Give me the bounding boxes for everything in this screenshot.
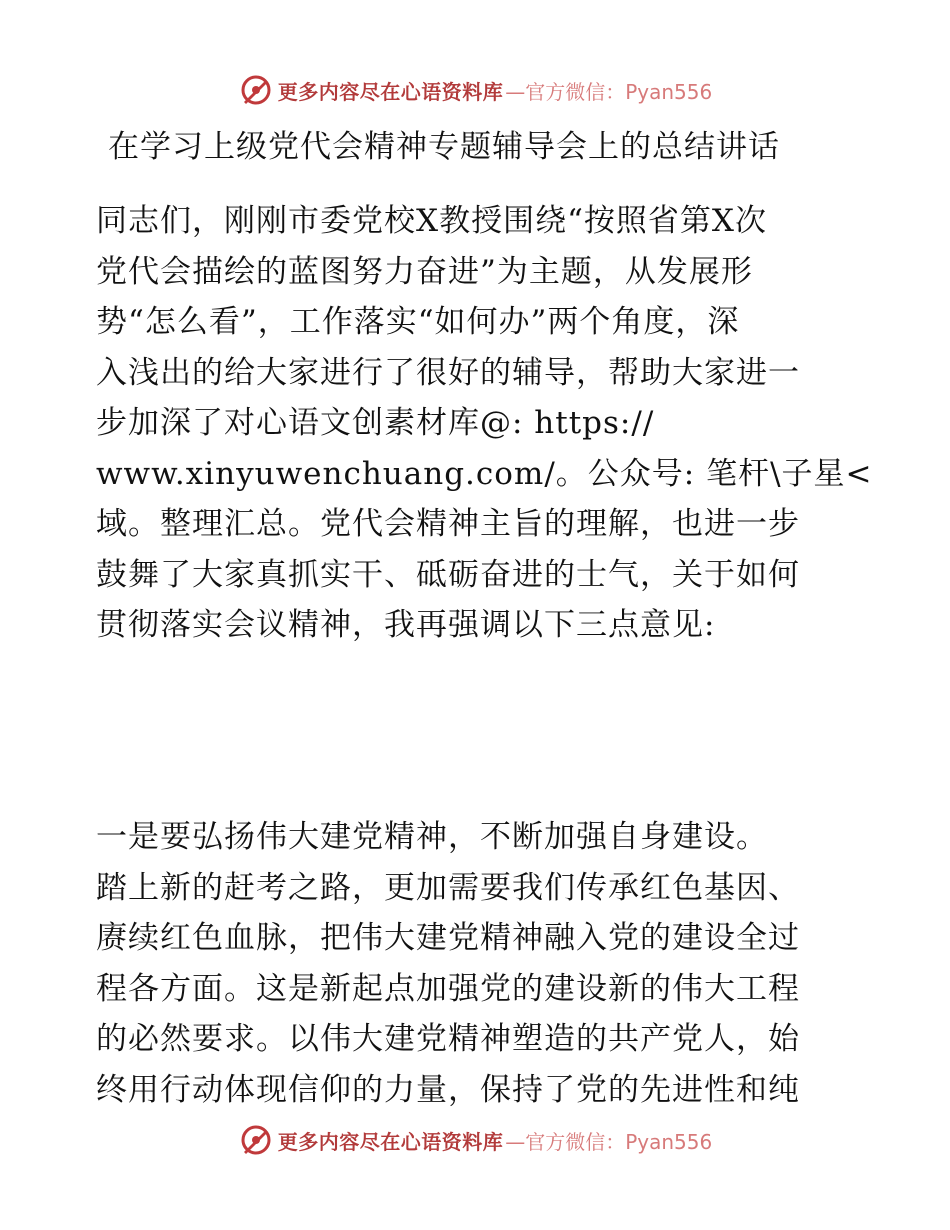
text-line: 党代会描绘的蓝图努力奋进”为主题，从发展形 (96, 253, 753, 290)
paragraph-2 (96, 812, 866, 1115)
watermark-sub-text: —官方微信：Pyan556 (505, 79, 713, 104)
text-line: 同志们，刚刚市委党校X教授围绕“按照省第X次 (96, 203, 767, 239)
text-line: 的必然要求。以伟大建党精神塑造的共产党人，始 (96, 1021, 800, 1057)
document-title: 在学习上级党代会精神专题辅导会上的总结讲话 (108, 129, 780, 165)
text-line: 赓续红色血脉，把伟大建党精神融入党的建设全过 (96, 920, 800, 956)
watermark-main-text: 更多内容尽在心语资料库 (277, 1129, 504, 1154)
text-line: 入浅出的给大家进行了很好的辅导，帮助大家进一 (96, 354, 800, 391)
watermark-sub-text: —官方微信：Pyan556 (505, 1129, 713, 1154)
header-watermark (0, 70, 950, 110)
text-line: 域。整理汇总。党代会精神主旨的理解，也进一步 (96, 506, 800, 542)
text-line: www.xinyuwenchuang.com/。公众号: 笔杆\子星< (96, 455, 873, 492)
text-line: 贯彻落实会议精神，我再强调以下三点意见: (96, 607, 716, 643)
footer-watermark (0, 1120, 950, 1160)
text-line: 势“怎么看”，工作落实“如何办”两个角度，深 (96, 304, 740, 340)
text-line: 步加深了对心语文创素材库@: https:// (96, 405, 655, 441)
pen-logo-icon (238, 1122, 274, 1158)
text-line: 程各方面。这是新起点加强党的建设新的伟大工程 (96, 970, 800, 1007)
text-line: 终用行动体现信仰的力量，保持了党的先进性和纯 (96, 1071, 800, 1108)
pen-logo-icon (238, 72, 274, 108)
text-line: 踏上新的赶考之路，更加需要我们传承红色基因、 (96, 869, 800, 906)
watermark-main-text: 更多内容尽在心语资料库 (277, 79, 504, 104)
text-line: 鼓舞了大家真抓实干、砥砺奋进的士气，关于如何 (96, 556, 800, 593)
text-line: 一是要弘扬伟大建党精神，不断加强自身建设。 (96, 819, 768, 855)
paragraph-1 (96, 196, 873, 651)
